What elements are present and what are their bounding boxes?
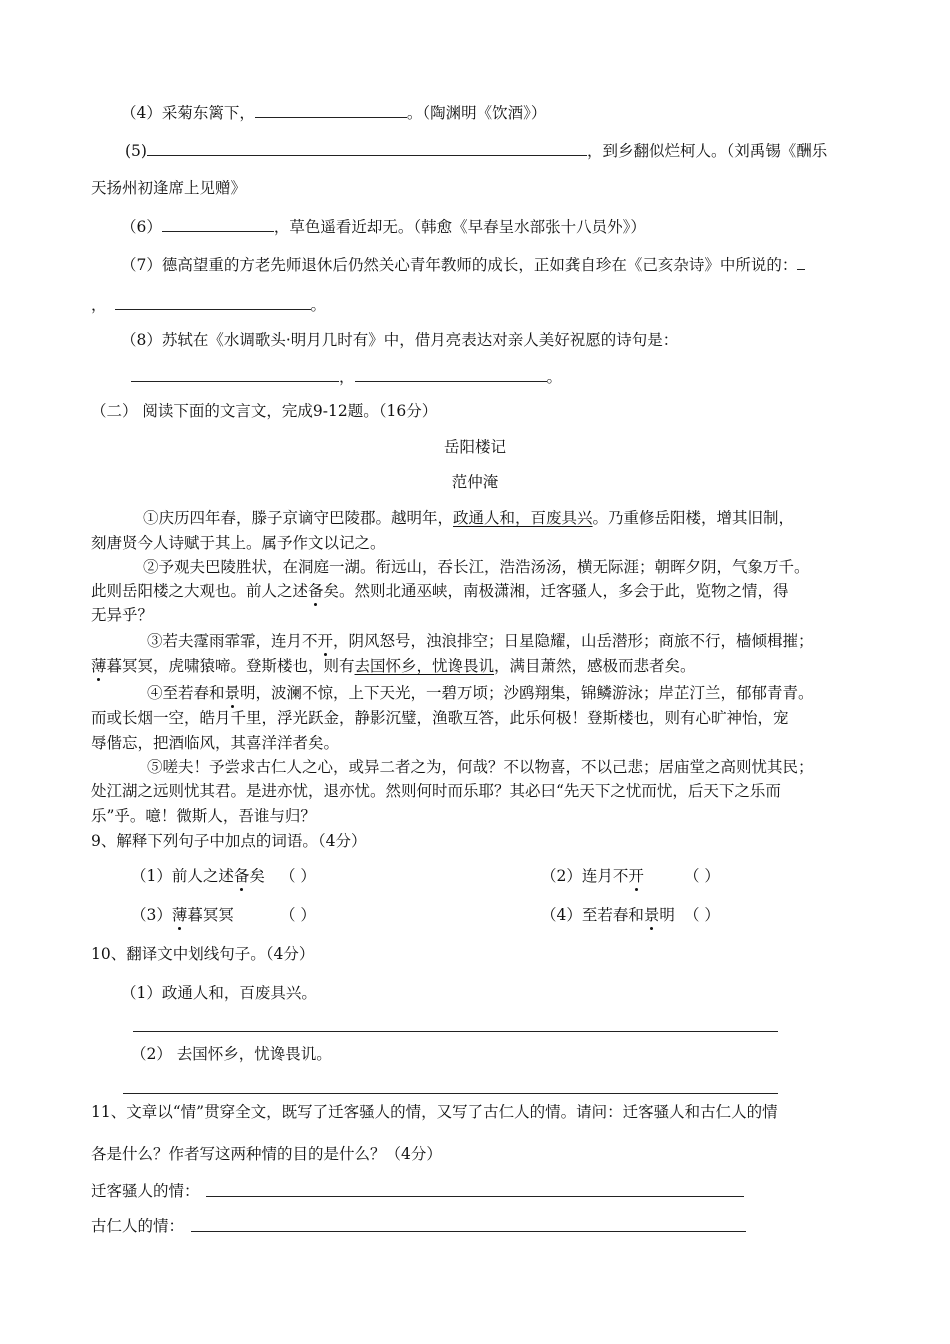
text: （1）前人之述: [131, 867, 234, 885]
dotted-word: 开: [317, 632, 334, 650]
underlined-sentence: 去国怀乡，忧谗畏讥: [354, 657, 495, 675]
paragraph-2-line2: [91, 581, 789, 601]
answer-blank[interactable]: [162, 216, 274, 232]
paragraph-5: ⑤嗟夫！予尝求古仁人之心，或异二者之为，何哉？不以物喜，不以己悲；居庙堂之高则忧其民；: [147, 758, 814, 776]
paragraph-4-line2: 而或长烟一空，皓月千里，浮光跃金，静影沉璧，渔歌互答，此乐何极！登斯楼也，则有心旷神怡，宠: [91, 709, 789, 727]
q9-answer-2[interactable]: （ ）: [684, 867, 720, 885]
q11-label-b: 古仁人的情：: [91, 1217, 185, 1235]
text: ①庆历四年春，滕子京谪守巴陵郡。越明年，: [143, 509, 454, 527]
q-number: (5): [125, 142, 147, 160]
q-number: （4）: [121, 104, 162, 122]
q9-item-1: [131, 866, 265, 886]
answer-blank[interactable]: [355, 366, 547, 382]
q10-answer-line-1[interactable]: [133, 1031, 778, 1032]
q9-stem: 9、解释下列句子中加点的词语。（4分）: [91, 832, 367, 850]
poem-text: （7）德高望重的方老先师退休后仍然关心青年教师的成长，正如龚自珍在《己亥杂诗》中所说的：: [121, 256, 798, 274]
text: （2）连月不: [541, 867, 629, 885]
q11-stem-line1: 11、文章以“情”贯穿全文，既写了迁客骚人的情，又写了古仁人的情。请问：迁客骚人和古仁人的情: [91, 1103, 778, 1121]
underlined-sentence: 政通人和，百废具兴: [453, 509, 593, 527]
answer-blank[interactable]: [797, 254, 805, 270]
text: ③若夫霪雨霏霏，连月不: [147, 632, 318, 650]
poem-q7: [121, 254, 805, 275]
poem-q5-line2: 天扬州初逢席上见赠》: [91, 179, 247, 197]
q10-answer-line-2[interactable]: [123, 1093, 778, 1094]
text: ④至若春和: [147, 684, 225, 702]
paragraph-3-line2: [91, 656, 696, 676]
paragraph-4: [147, 683, 814, 703]
text: ，阴风怒号，浊浪排空；日星隐耀，山岳潜形；商旅不行，樯倾楫摧；: [333, 632, 814, 650]
separator: ，: [91, 296, 107, 314]
dotted-word: 景: [224, 684, 241, 702]
dotted-word: 备: [233, 867, 250, 885]
separator: ，: [339, 368, 355, 386]
article-author: 范仲淹: [451, 473, 499, 491]
text: 此则岳阳楼之大观也。前人之述: [91, 582, 309, 600]
answer-blank[interactable]: [131, 366, 339, 382]
poem-q8: （8）苏轼在《水调歌头·明月几时有》中，借月亮表达对亲人美好祝愿的诗句是：: [121, 331, 679, 349]
q11-answer-line-a[interactable]: [206, 1196, 744, 1197]
end-mark: 。: [310, 296, 327, 314]
text: 明，波澜不惊，上下天光，一碧万顷；沙鸥翔集，锦鳞游泳；岸芷汀兰，郁郁青青。: [240, 684, 814, 702]
end-mark: 。: [546, 368, 563, 386]
q9-item-2: [541, 866, 644, 886]
dotted-word: 薄: [171, 906, 188, 924]
paragraph-1-line2: 刻唐贤今人诗赋于其上。属予作文以记之。: [91, 534, 386, 552]
dotted-word: 开: [628, 867, 644, 885]
text: 暮冥冥，虎啸猿啼。登斯楼也，则有: [106, 657, 355, 675]
section-heading: （二） 阅读下面的文言文，完成9-12题。（16分）: [91, 402, 438, 420]
q9-answer-4[interactable]: （ ）: [684, 906, 720, 924]
paragraph-2-line3: 无异乎？: [91, 606, 154, 624]
q10-sentence-2: （2） 去国怀乡，忧谗畏讥。: [131, 1045, 332, 1063]
text: 矣: [249, 867, 265, 885]
dotted-word: 景: [643, 906, 660, 924]
answer-blank[interactable]: [115, 294, 311, 310]
paragraph-3: [147, 631, 814, 651]
paragraph-2: ②予观夫巴陵胜状，在洞庭一湖。衔远山，吞长江，浩浩汤汤，横无际涯；朝晖夕阴，气象万千。: [143, 558, 810, 576]
paragraph-4-line3: 辱偕忘，把酒临风，其喜洋洋者矣。: [91, 734, 340, 752]
answer-blank[interactable]: [255, 102, 407, 118]
text: 。乃重修岳阳楼，增其旧制，: [592, 509, 795, 527]
poem-q7-line2: [91, 294, 326, 315]
text: 明: [659, 906, 675, 924]
poem-q4: [121, 102, 546, 123]
text: ，满目萧然，感极而悲者矣。: [494, 657, 696, 675]
paragraph-5-line3: 乐”乎。噫！微斯人，吾谁与归？: [91, 807, 316, 825]
text: 矣。然则北通巫峡，南极潇湘，迁客骚人，多会于此，览物之情，得: [323, 582, 789, 600]
q10-sentence-1: （1）政通人和，百废具兴。: [121, 984, 317, 1002]
paragraph-1: [143, 508, 794, 528]
paragraph-5-line2: 处江湖之远则忧其君。是进亦忧，退亦忧。然则何时而乐耶？其必曰“先天下之忧而忧，后天下之乐而: [91, 782, 781, 800]
q9-item-3: [131, 905, 234, 925]
poem-source: 。（陶渊明《饮酒》）: [406, 104, 547, 122]
q11-answer-line-b[interactable]: [191, 1231, 746, 1232]
poem-text: ，到乡翻似烂柯人。（刘禹锡《酬乐: [586, 142, 828, 160]
poem-q8-answers: [131, 366, 562, 387]
q10-stem: 10、翻译文中划线句子。（4分）: [91, 945, 315, 963]
answer-blank[interactable]: [147, 140, 587, 156]
q11-stem-line2: 各是什么？作者写这两种情的目的是什么？（4分）: [91, 1145, 442, 1163]
q11-label-a: 迁客骚人的情：: [91, 1182, 200, 1200]
text: 暮冥冥: [187, 906, 234, 924]
q9-answer-1[interactable]: （ ）: [280, 867, 316, 885]
text: （3）: [131, 906, 172, 924]
q-number: （6）: [121, 218, 162, 236]
poem-q6: [121, 216, 646, 237]
q9-answer-3[interactable]: （ ）: [280, 906, 316, 924]
dotted-word: 备: [308, 582, 324, 600]
dotted-word: 薄: [91, 657, 107, 675]
article-title: 岳阳楼记: [443, 438, 506, 456]
text: （4）至若春和: [541, 906, 644, 924]
poem-text: 采菊东篱下，: [161, 104, 255, 122]
poem-text: ，草色遥看近却无。（韩愈《早春呈水部张十八员外》）: [273, 218, 646, 236]
poem-q5: [125, 140, 827, 161]
q9-item-4: [541, 905, 675, 925]
